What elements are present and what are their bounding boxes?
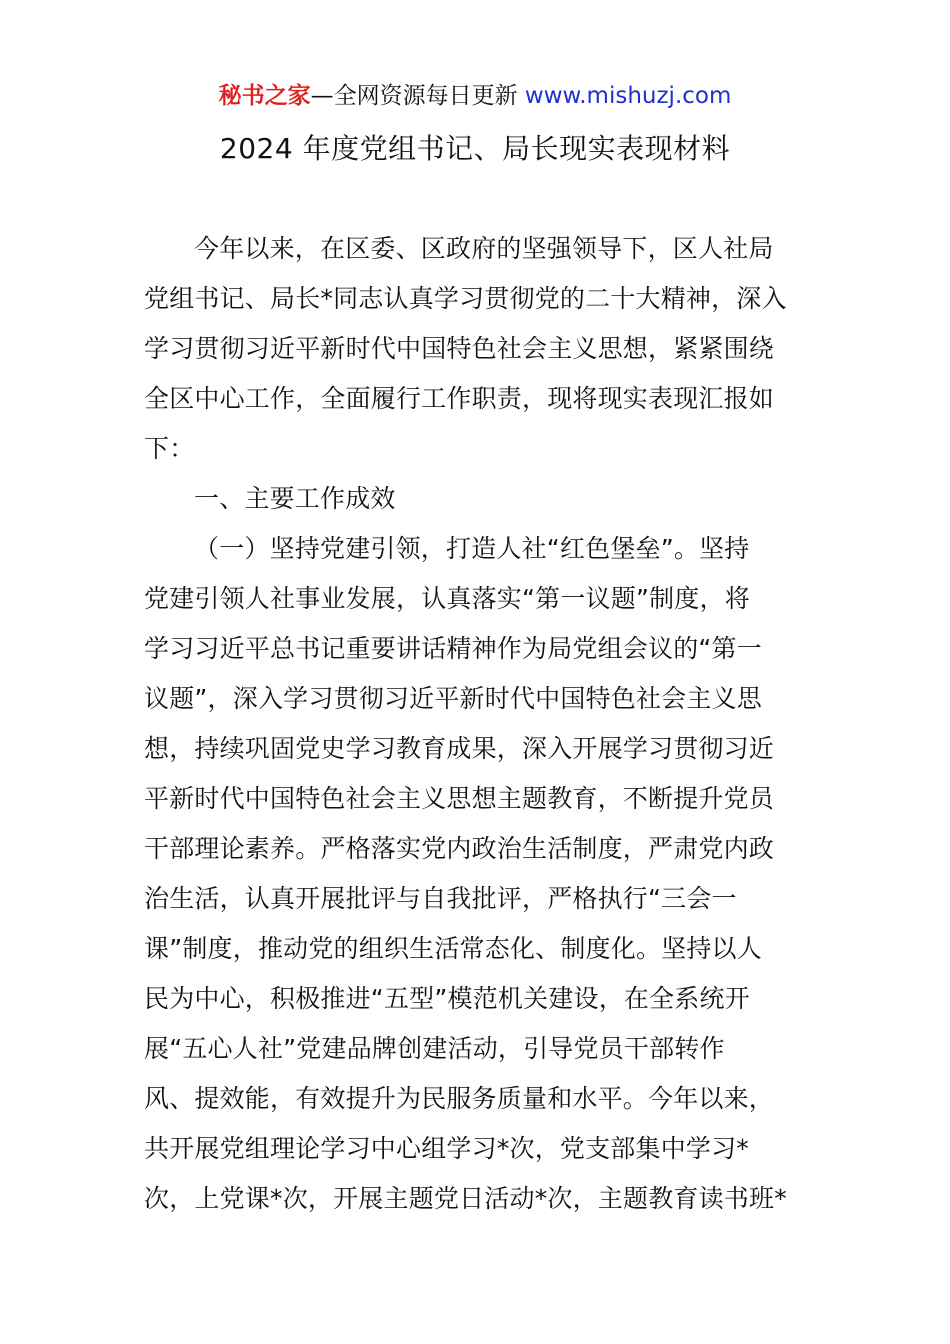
body-line: 党建引领人社事业发展，认真落实“第一议题”制度，将 (144, 584, 750, 613)
site-header (0, 80, 950, 112)
header-dash: — (310, 83, 334, 109)
body-line: 治生活，认真开展批评与自我批评，严格执行“三会一 (144, 884, 737, 913)
document-title: 2024 年度党组书记、局长现实表现材料 (219, 132, 731, 165)
body-line: 今年以来，在区委、区政府的坚强领导下，区人社局 (194, 234, 774, 263)
body-line: 全区中心工作，全面履行工作职责，现将现实表现汇报如 (144, 384, 775, 413)
body-line: 风、提效能，有效提升为民服务质量和水平。今年以来， (144, 1084, 775, 1113)
section-heading: 一、主要工作成效 (194, 484, 396, 513)
body-line: 干部理论素养。严格落实党内政治生活制度，严肃党内政 (144, 834, 775, 863)
body-line: 平新时代中国特色社会主义思想主题教育，不断提升党员 (144, 784, 775, 813)
body-line: 课”制度，推动党的组织生活常态化、制度化。坚持以人 (144, 934, 762, 963)
body-line: 党组书记、局长*同志认真学习贯彻党的二十大精神，深入 (144, 284, 787, 313)
body-line: 共开展党组理论学习中心组学习*次，党支部集中学习* (144, 1134, 750, 1163)
document-body (144, 224, 808, 1224)
body-line: 展“五心人社”党建品牌创建活动，引导党员干部转作 (144, 1034, 725, 1063)
body-line: 次，上党课*次，开展主题党日活动*次，主题教育读书班* (144, 1184, 787, 1213)
body-line: 想，持续巩固党史学习教育成果，深入开展学习贯彻习近 (144, 734, 775, 763)
site-url-link[interactable]: www.mishuzj.com (524, 83, 732, 109)
site-brand: 秘书之家 (218, 83, 311, 109)
body-line: 民为中心，积极推进“五型”模范机关建设，在全系统开 (144, 984, 750, 1013)
body-line: 学习习近平总书记重要讲话精神作为局党组会议的“第一 (144, 634, 762, 663)
subsection-heading-line: （一）坚持党建引领，打造人社“红色堡垒”。坚持 (194, 534, 750, 563)
body-line: 议题”，深入学习贯彻习近平新时代中国特色社会主义思 (144, 684, 762, 713)
site-tagline: 全网资源每日更新 (333, 83, 525, 109)
body-line: 下： (144, 434, 195, 463)
body-line: 学习贯彻习近平新时代中国特色社会主义思想，紧紧围绕 (144, 334, 775, 363)
